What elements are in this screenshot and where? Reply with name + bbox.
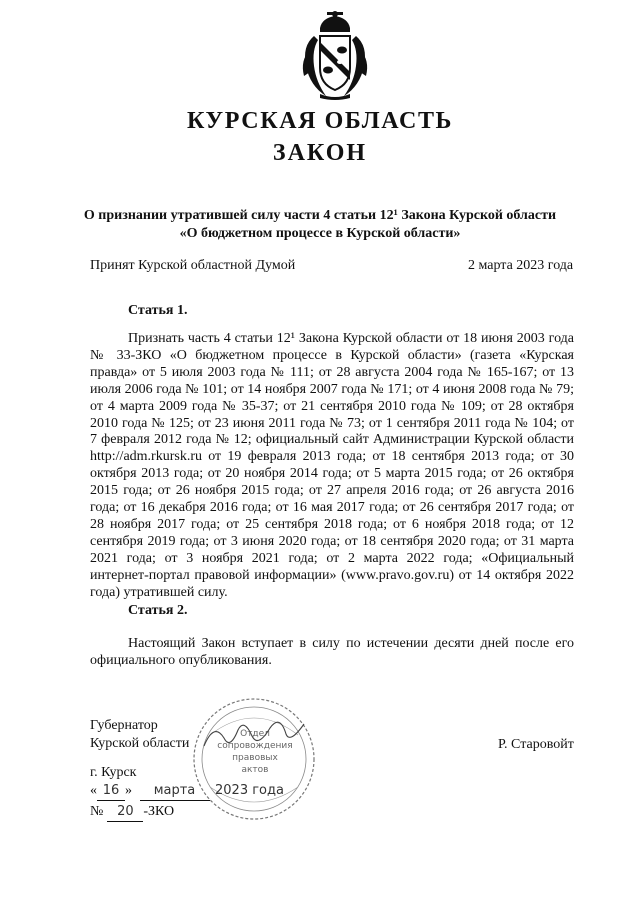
article1-heading: Статья 1.	[128, 303, 188, 318]
handwritten-signature-icon	[200, 716, 310, 756]
region-title: КУРСКАЯ ОБЛАСТЬ	[186, 108, 454, 134]
stamp-line3: правовых	[232, 753, 278, 763]
stamp-line2: сопровождения	[217, 741, 293, 751]
law-number-prefix: №	[90, 804, 104, 819]
adopted-by: Принят Курской областной Думой	[90, 258, 296, 273]
coat-of-arms-icon	[296, 10, 374, 102]
article1-text: Признать часть 4 статьи 12¹ Закона Курской области от 18 июня 2003 года № 33-ЗКО «О бюджетном процессе в Курской области» (газета «Курская правда» от 5 июля 2003 года № 111; от 28 августа 2004 года № 165-167; от 13 июля 2006 года № 101; от 14 ноября 2007 года № 171; от 4 июня 2008 года № 79; от 4 марта 2009 года № 35-37; от 21 сентября 2010 года № 109; от 28 октября 2010 года № 125; от 23 июня 2011 года № 73; от 1 сентября 2011 года № 104; от 7 февраля 2012 года № 12; официальный сайт Администрации Курской области http://adm.rkursk.ru от 19 февраля 2013 года; от 18 сентября 2013 года; от 30 октября 2013 года; от 20 ноября 2014 года; от 5 марта 2015 года; от 26 октября 2015 года; от 26 ноября 2015 года; от 27 апреля 2016 года; от 26 августа 2016 года; от 16 декабря 2016 года; от 16 мая 2017 года; от 26 сентября 2017 года; от 28 ноября 2017 года; от 25 сентября 2018 года; от 6 ноября 2018 года; от 12 сентября 2019 года; от 3 июня 2020 года; от 18 сентября 2020 года; от 31 марта 2021 года; от 3 ноября 2021 года; от 2 марта 2022 года; «Официальный интернет-портал правовой информации» (www.pravo.gov.ru) от 14 октября 2022 года) утратившей силу.	[90, 331, 574, 600]
adopted-date: 2 марта 2023 года	[468, 258, 574, 273]
signing-city: г. Курск	[90, 765, 137, 780]
article2-heading: Статья 2.	[128, 603, 188, 618]
document-type-title: ЗАКОН	[272, 140, 368, 166]
date-quote-open: «	[90, 783, 97, 798]
signatory-position	[90, 717, 189, 753]
stamp-line1: Отдел	[240, 729, 270, 739]
law-title-line2: «О бюджетном процессе в Курской области»	[179, 226, 461, 241]
date-quote-close: »	[125, 783, 132, 798]
law-number-value: 20	[107, 803, 143, 822]
date-day: 16	[97, 782, 125, 801]
position-line1: Губернатор	[90, 718, 158, 733]
law-title-line1: О признании утратившей силу части 4 статьи 12¹ Закона Курской области	[83, 208, 557, 223]
signatory-name: Р. Старовойт	[498, 737, 574, 752]
law-number-suffix: -ЗКО	[143, 804, 175, 819]
date-month: марта	[140, 782, 210, 801]
law-title	[60, 207, 580, 243]
law-number	[90, 803, 174, 822]
position-line2: Курской области	[90, 736, 190, 751]
article2-text: Настоящий Закон вступает в силу по истечении десяти дней после его официального опубликования.	[90, 636, 574, 668]
signing-date	[90, 782, 284, 801]
date-year: 2023 года	[215, 783, 284, 798]
stamp-line4: актов	[241, 765, 269, 775]
